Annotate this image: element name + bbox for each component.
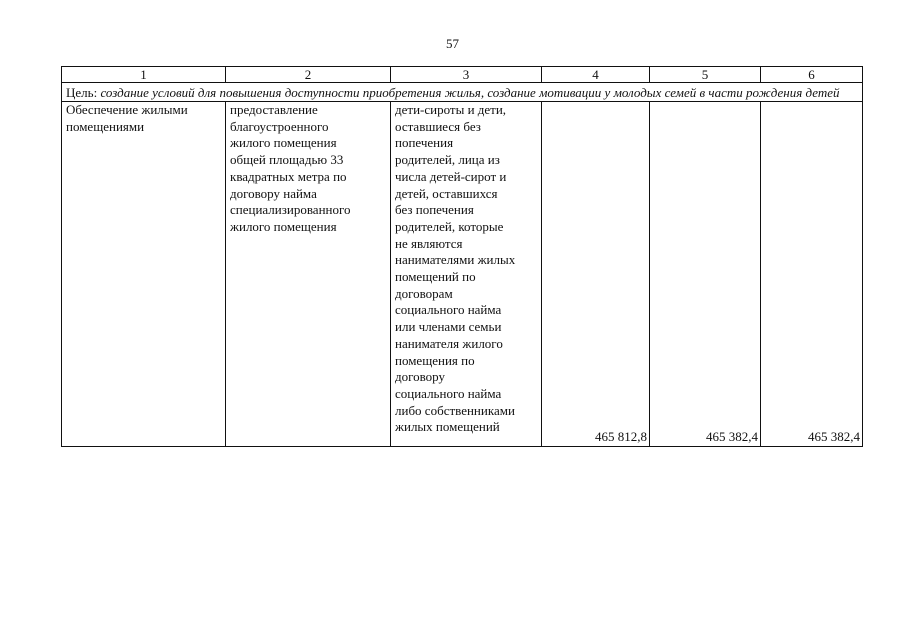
column-header-4: 4 (542, 67, 650, 83)
cell-measure (226, 102, 391, 447)
cell-value-5: 465 382,4 (650, 102, 761, 447)
column-header-3: 3 (391, 67, 542, 83)
activity-text: Обеспечение жилыми помещениями (66, 102, 188, 134)
column-header-1: 1 (62, 67, 226, 83)
column-header-2: 2 (226, 67, 391, 83)
goal-cell (62, 83, 863, 102)
page-number: 57 (446, 36, 459, 51)
cell-recipients (391, 102, 542, 447)
goal-text: создание условий для повышения доступности приобретения жилья, создание мотивации у молодых семей в части рождения детей (100, 85, 840, 100)
document-table (61, 66, 863, 447)
measure-text: предоставление благоустроенного жилого помещения общей площадью 33 квадратных метра по договору найма специализированного жилого помещения (230, 102, 351, 234)
cell-value-4: 465 812,8 (542, 102, 650, 447)
column-header-5: 5 (650, 67, 761, 83)
recipients-text: дети-сироты и дети, оставшиеся без попечения родителей, лица из числа детей-сирот и детей, оставшихся без попечения родителей, которые не являются нанимателями жилых помещений по договорам социального найма или членами семьи нанимателя жилого помещения по договору социального найма либо собственниками жилых помещений (395, 102, 516, 435)
cell-value-6: 465 382,4 (761, 102, 863, 447)
table-header-row (62, 67, 863, 83)
table-row (62, 102, 863, 447)
cell-activity (62, 102, 226, 447)
goal-label: Цель: (66, 85, 101, 100)
column-header-6: 6 (761, 67, 863, 83)
goal-row (62, 83, 863, 102)
